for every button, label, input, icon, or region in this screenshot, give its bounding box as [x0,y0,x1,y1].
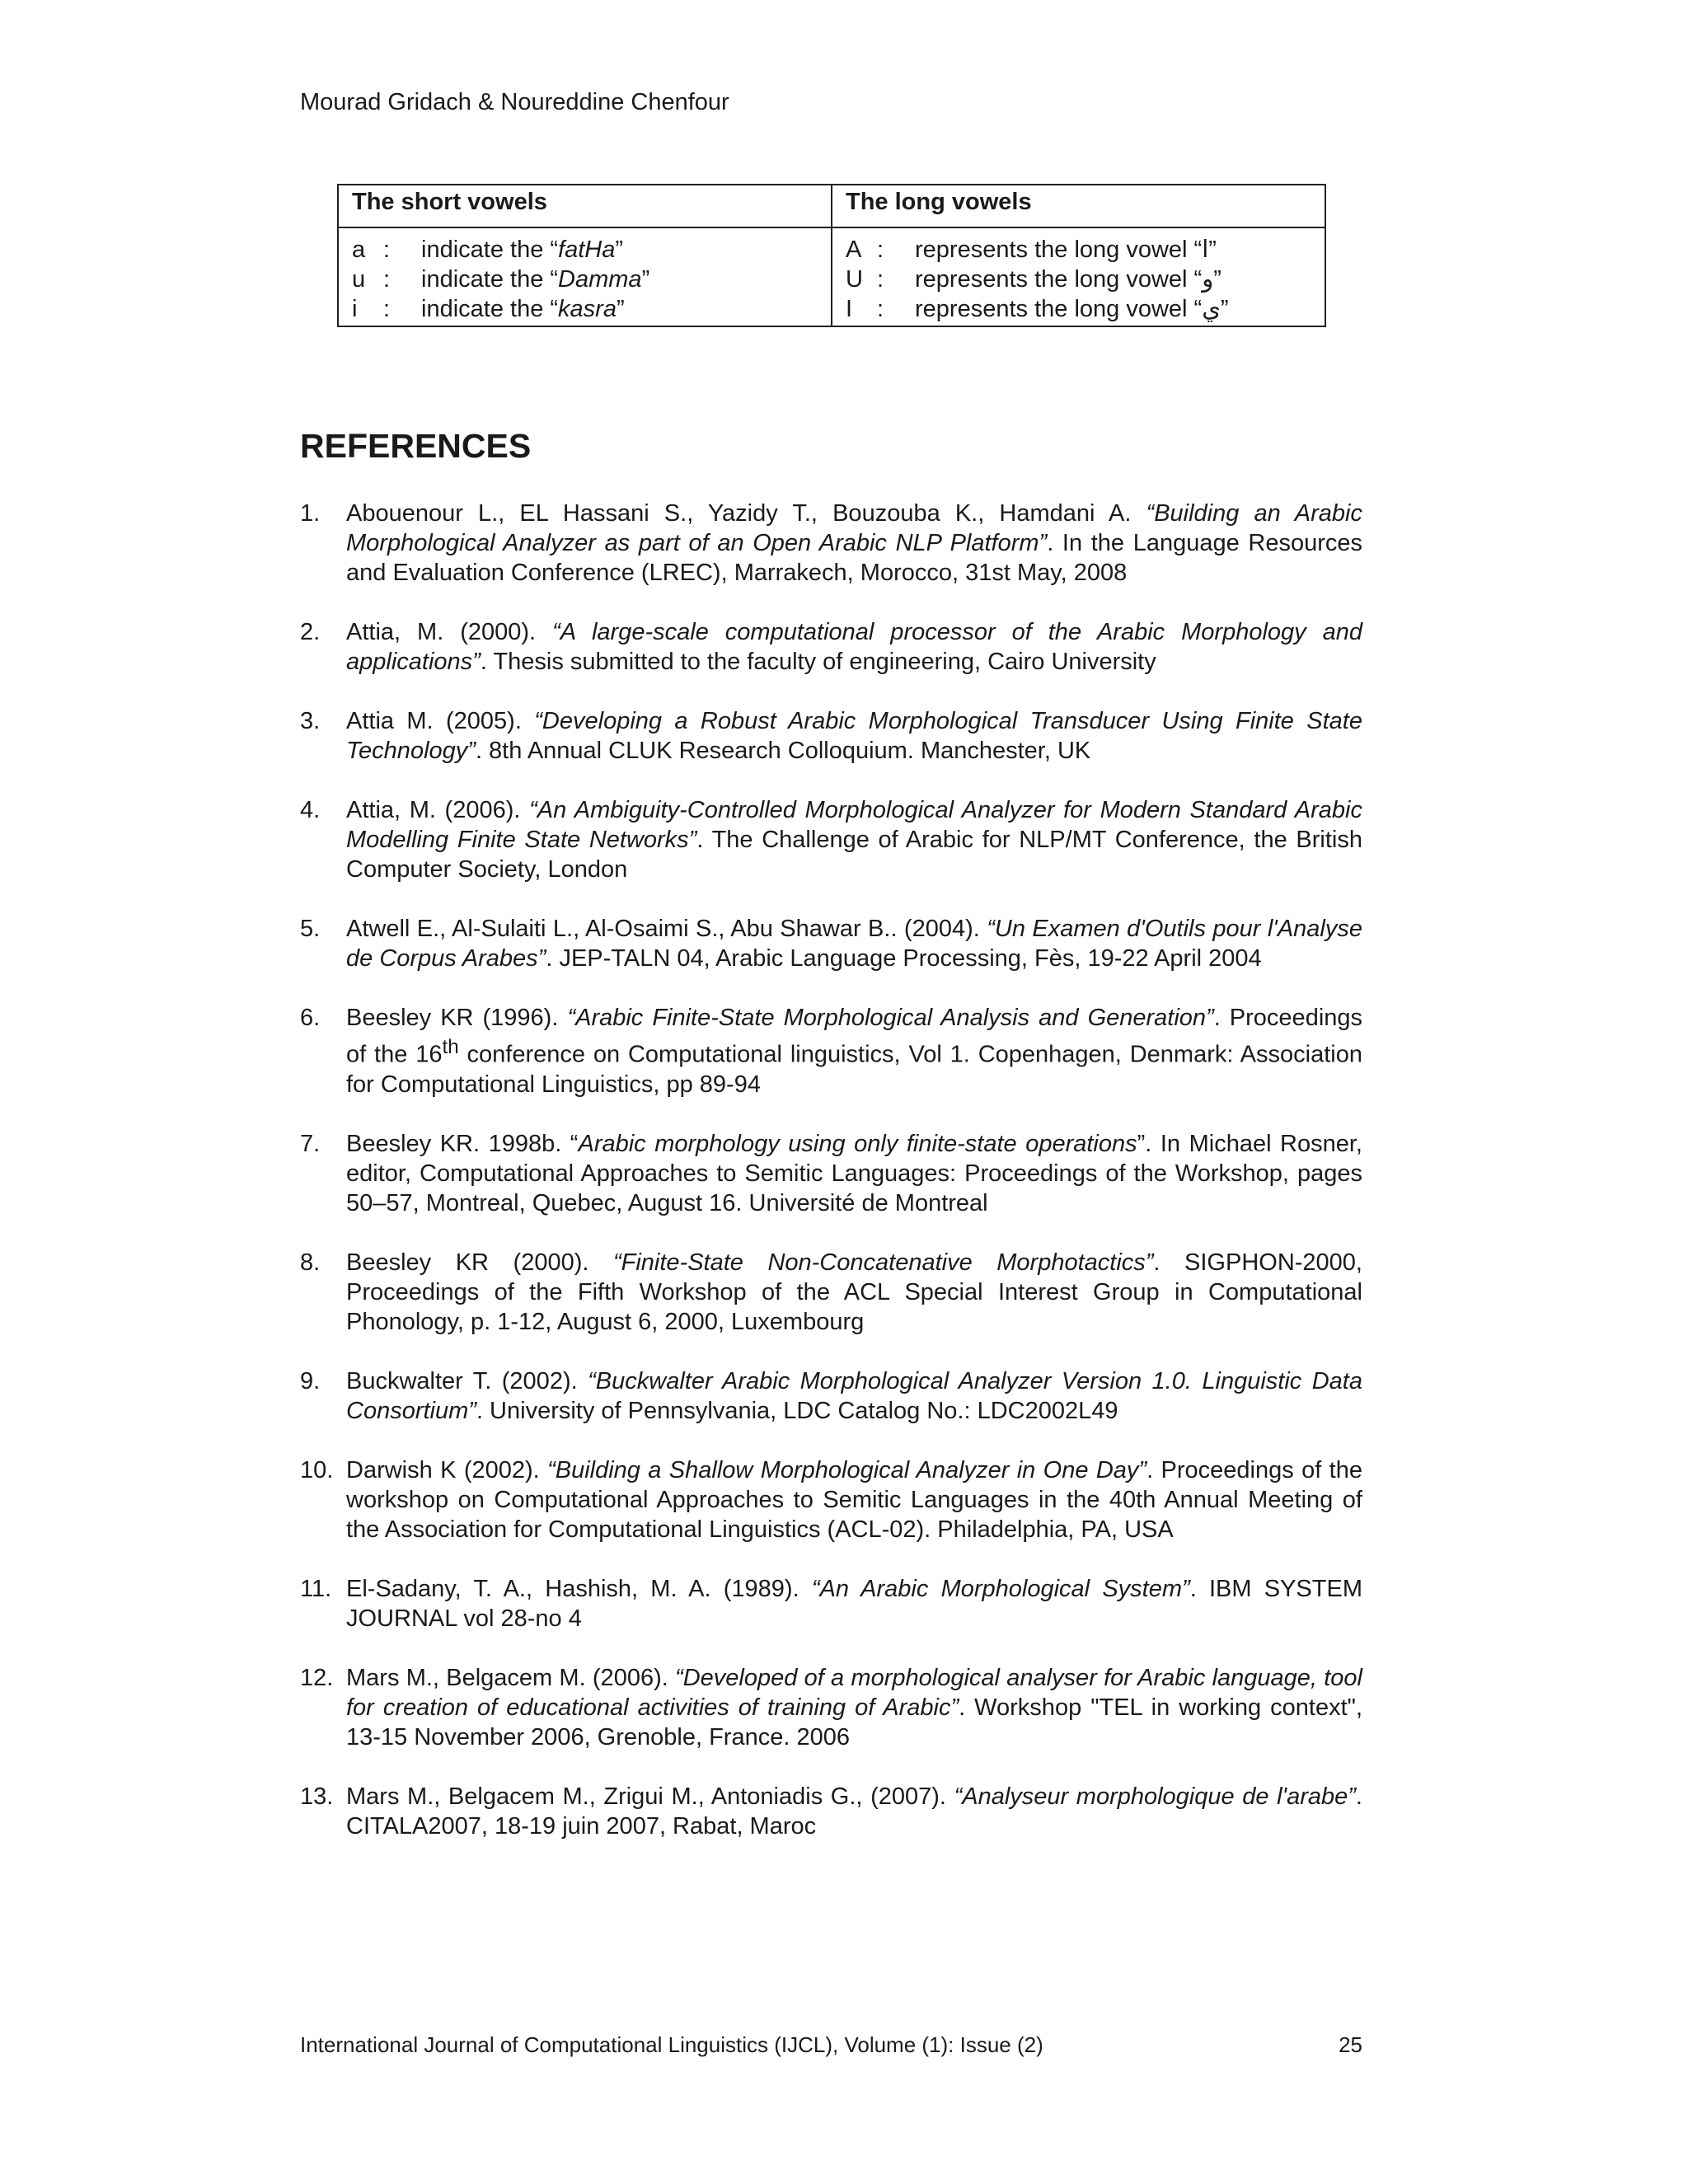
reference-number: 6. [300,1005,321,1031]
reference-number: 10. [300,1456,334,1483]
reference-venue: . SIGPHON-2000, Proceedings of the Fifth Workshop of the ACL Special Interest Group in Computational Phonology, p. 1-12, August 6, 2000, Luxembourg [346,1249,1362,1335]
long-vowel-row [846,294,1311,324]
reference-authors: Beesley KR. 1998b. “ [346,1130,579,1157]
reference-item [300,1455,1362,1544]
reference-number: 1. [300,500,321,527]
running-head-authors: Mourad Gridach & Noureddine Chenfour [300,89,729,115]
ordinal-superscript: th [442,1036,459,1058]
reference-title: “Buckwalter Arabic Morphological Analyzer Version 1.0. Linguistic Data Consortium” [346,1367,1362,1424]
vowel-separator: : [383,266,391,293]
reference-venue: . Proceedings of the workshop on Computational Approaches to Semitic Languages in the 40th Annual Meeting of the Association for Computational Linguistics (ACL-02). Philadelphia, PA, USA [346,1456,1362,1543]
reference-venue: . The Challenge of Arabic for NLP/MT Conference, the British Computer Society, London [346,827,1362,883]
reference-authors: Darwish K (2002). [346,1456,548,1483]
reference-venue: . 8th Annual CLUK Research Colloquium. Manchester, UK [475,738,1091,764]
short-vowel-row [352,294,818,324]
vowel-letter: U [846,266,863,293]
reference-number: 9. [300,1367,321,1394]
vowel-separator: : [877,237,884,263]
reference-item [300,1003,1362,1099]
reference-authors: Attia, M. (2000). [346,619,553,645]
reference-number: 5. [300,916,321,942]
reference-authors: Attia, M. (2006). [346,797,530,823]
reference-title: “Un Examen d'Outils pour l'Analyse de Corpus Arabes” [346,916,1362,972]
reference-venue: ”. In Michael Rosner, editor, Computational Approaches to Semitic Languages: Proceedings of the Workshop, pages 50–57, Montreal, Quebec, August 16. Université de Montreal [346,1130,1362,1216]
reference-number: 13. [300,1783,334,1810]
reference-authors: Mars M., Belgacem M. (2006). [346,1664,676,1691]
reference-item [300,1663,1362,1752]
reference-item [300,499,1362,588]
reference-title: “Finite-State Non-Concatenative Morphotactics” [612,1249,1154,1276]
short-vowel-row [352,265,818,294]
vowel-description: represents the long vowel “ي” [915,296,1229,322]
reference-title: Arabic morphology using only finite-state operations [578,1130,1137,1157]
reference-number: 12. [300,1664,334,1691]
vowel-letter: A [846,237,862,263]
reference-venue: . Proceedings of the 16 [346,1005,1363,1068]
reference-item [300,795,1362,884]
reference-item [300,617,1362,677]
vowel-desc-suffix: ” [616,296,625,322]
reference-venue: . University of Pennsylvania, LDC Catalog No.: LDC2002L49 [476,1397,1118,1424]
page-footer [300,2032,1362,2058]
reference-authors: Atwell E., Al-Sulaiti L., Al-Osaimi S., Abu Shawar B.. (2004). [346,916,987,942]
vowel-term: fatHa [558,237,616,263]
reference-venue: . Workshop "TEL in working context", 13-15 November 2006, Grenoble, France. 2006 [346,1694,1362,1750]
short-vowels-header: The short vowels [338,185,832,227]
reference-number: 2. [300,619,321,645]
vowel-term: Damma [558,266,642,293]
reference-number: 3. [300,708,321,734]
vowel-letter: I [846,296,853,322]
vowel-letter: a [352,237,366,263]
reference-item [300,1574,1362,1633]
vowels-table [337,184,1326,327]
short-vowels-cell [338,227,832,326]
reference-venue: . CITALA2007, 18-19 juin 2007, Rabat, Maroc [346,1783,1362,1840]
vowel-desc-prefix: indicate the “ [421,296,559,322]
reference-title: “Building a Shallow Morphological Analyzer in One Day” [547,1456,1147,1483]
page-number: 25 [1339,2032,1362,2057]
references-list [300,499,1362,1871]
reference-authors: El-Sadany, T. A., Hashish, M. A. (1989). [346,1575,812,1602]
reference-item [300,914,1362,973]
reference-item [300,1782,1362,1841]
vowel-desc-prefix: indicate the “ [421,266,559,293]
reference-authors: Beesley KR (2000). [346,1249,613,1276]
reference-authors: Beesley KR (1996). [346,1005,568,1031]
reference-item [300,1129,1362,1218]
reference-authors: Abouenour L., EL Hassani S., Yazidy T., Bouzouba K., Hamdani A. [346,500,1146,527]
reference-venue: . Thesis submitted to the faculty of engineering, Cairo University [480,649,1156,675]
vowel-letter: i [352,296,358,322]
reference-number: 11. [300,1575,332,1602]
reference-number: 8. [300,1249,321,1276]
vowel-term: kasra [558,296,617,322]
vowel-separator: : [383,237,391,263]
reference-title: “Developed of a morphological analyser for Arabic language, tool for creation of educational activities of training of Arabic” [346,1664,1362,1721]
reference-item [300,1366,1362,1426]
reference-title: “Building an Arabic Morphological Analyzer as part of an Open Arabic NLP Platform” [346,500,1363,556]
vowel-separator: : [383,296,391,322]
reference-title: “An Ambiguity-Controlled Morphological Analyzer for Modern Standard Arabic Modelling Finite State Networks” [346,797,1362,853]
long-vowel-row [846,265,1311,294]
vowel-description: represents the long vowel “و” [915,266,1221,293]
reference-venue: . In the Language Resources and Evaluation Conference (LREC), Marrakech, Morocco, 31st May, 2008 [346,530,1362,586]
references-heading: REFERENCES [300,427,532,465]
vowel-separator: : [877,266,884,293]
reference-title: “Developing a Robust Arabic Morphological Transducer Using Finite State Technology” [346,708,1362,764]
short-vowel-row [352,235,818,265]
reference-venue: . JEP-TALN 04, Arabic Language Processing, Fès, 19-22 April 2004 [546,945,1262,972]
long-vowels-header: The long vowels [832,185,1325,227]
journal-citation: International Journal of Computational Linguistics (IJCL), Volume (1): Issue (2) [300,2032,1043,2057]
long-vowels-cell [832,227,1325,326]
long-vowel-row [846,235,1311,265]
reference-number: 7. [300,1130,321,1157]
reference-title: “Arabic Finite-State Morphological Analysis and Generation” [567,1005,1214,1031]
vowel-separator: : [877,296,884,322]
reference-item [300,706,1362,766]
vowel-description: represents the long vowel “ا” [915,237,1217,263]
reference-title: “A large-scale computational processor of the Arabic Morphology and applications” [346,619,1362,675]
vowel-letter: u [352,266,366,293]
reference-authors: Buckwalter T. (2002). [346,1367,588,1394]
vowel-desc-suffix: ” [615,237,624,263]
reference-venue-continued: conference on Computational linguistics, Vol 1. Copenhagen, Denmark: Association for Computational Linguistics, pp 89-94 [346,1041,1362,1098]
vowel-desc-suffix: ” [641,266,650,293]
reference-title: “An Arabic Morphological System” [811,1575,1190,1602]
reference-authors: Mars M., Belgacem M., Zrigui M., Antoniadis G., (2007). [346,1783,954,1810]
reference-venue: . IBM SYSTEM JOURNAL vol 28-no 4 [346,1575,1362,1632]
reference-item [300,1248,1362,1337]
vowel-desc-prefix: indicate the “ [421,237,559,263]
reference-title: “Analyseur morphologique de l'arabe” [954,1783,1356,1810]
reference-number: 4. [300,797,321,823]
reference-authors: Attia M. (2005). [346,708,535,734]
